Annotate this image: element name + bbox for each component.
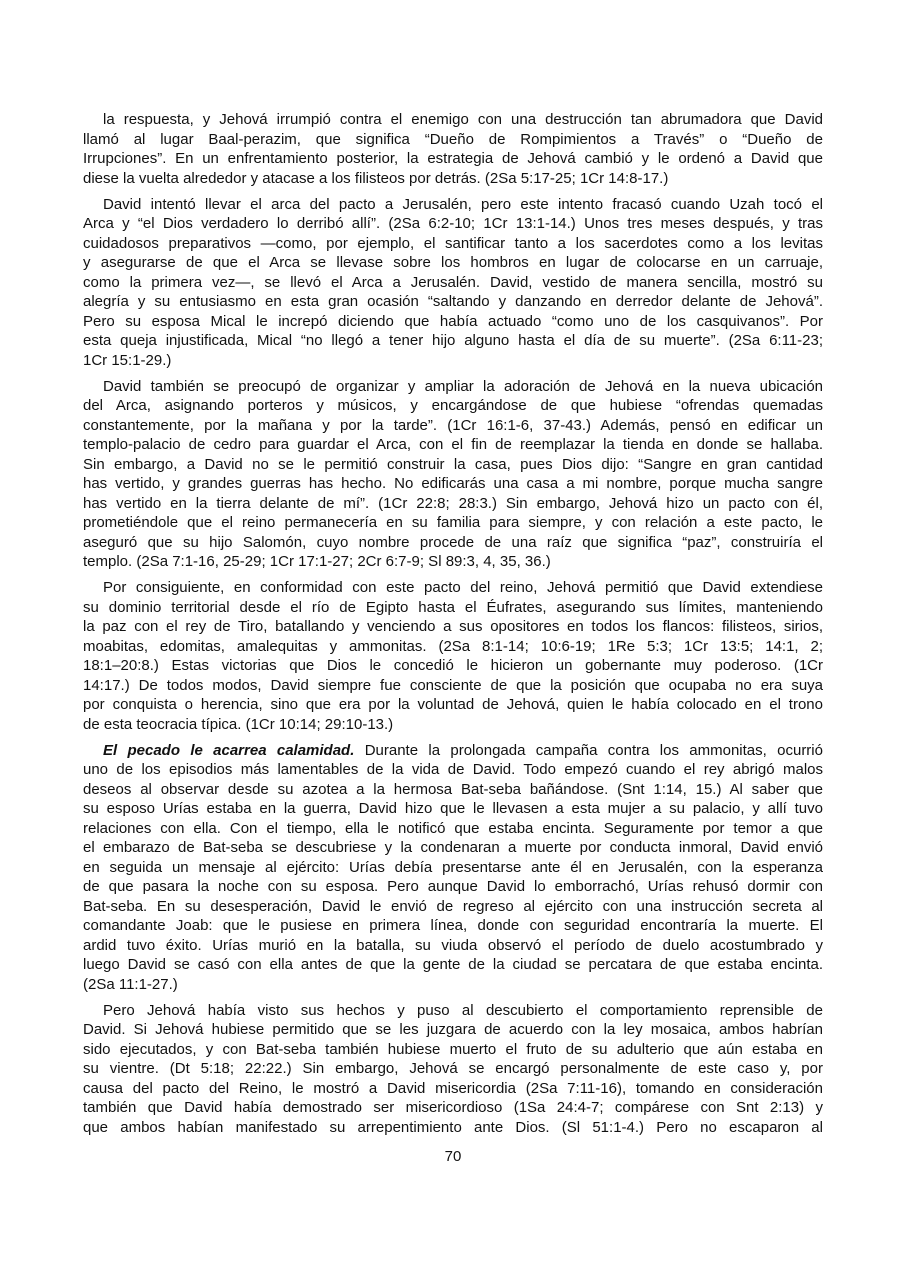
paragraph <box>83 741 823 995</box>
text-line: prometiéndole que el reino permanecería en su familia para siempre, y con relación a este pacto, le <box>83 514 823 531</box>
paragraph <box>83 195 823 371</box>
text-line: 14:17.) De todos modos, David siempre fue consciente de que la posición que ocupaba no era suya <box>83 676 823 694</box>
text-line: su dominio territorial desde el río de Egipto hasta el Éufrates, asegurando sus límites, manteniendo <box>83 598 823 616</box>
text-line: diese la vuelta alrededor y atacase a los filisteos por detrás. (2Sa 5:17-25; 1Cr 14:8-17.) <box>83 169 669 187</box>
text-line: la respuesta, y Jehová irrumpió contra el enemigo con una destrucción tan abrumadora que David <box>103 111 823 128</box>
text-line: de esta teocracia típica. (1Cr 10:14; 29:10-13.) <box>83 715 394 733</box>
text-line: David intentó llevar el arca del pacto a Jerusalén, pero este intento fracasó cuando Uzah tocó el <box>103 195 823 213</box>
text-line: sido ejecutados, y con Bat-seba también hubiese muerto el fruto de su adulterio que aún estaba en <box>83 1040 823 1058</box>
text-line: como la primera vez—, se llevó el Arca a Jerusalén. David, vestido de manera sencilla, mostró su <box>83 273 823 291</box>
text-line: Pero su esposa Mical le increpó diciendo que había actuado “como uno de los casquivanos”. Por <box>83 312 823 330</box>
text-line: Arca y “el Dios verdadero lo derribó allí”. (2Sa 6:2-10; 1Cr 13:1-14.) Unos tres meses después, y tras <box>83 215 823 232</box>
text-line: su vientre. (Dt 5:18; 22:22.) Sin embargo, Jehová se encargó personalmente de este caso y, por <box>83 1060 823 1077</box>
text-line: (2Sa 11:1-27.) <box>83 975 178 993</box>
text-line: has vertido en la tierra delante de mí”. (1Cr 22:8; 28:3.) Sin embargo, Jehová hizo un pacto con él, <box>83 494 823 512</box>
text-line: por conquista o herencia, sino que era por la voluntad de Jehová, quien le había colocado en el trono <box>83 696 823 713</box>
page-number: 70 <box>444 1148 462 1165</box>
text-line: relaciones con ella. Con el tiempo, ella le notificó que estaba encinta. Seguramente por temor a que <box>83 819 823 837</box>
text-line: David. Si Jehová hubiese permitido que se les juzgara de acuerdo con la ley mosaica, ambos habrían <box>83 1021 823 1038</box>
text-line: cuidadosos preparativos —como, por ejemplo, el santificar tanto a los sacerdotes como a los levitas <box>83 234 823 252</box>
text-line: el embarazo de Bat-seba se descubriese y la condenaran a muerte por conducta inmoral, David envió <box>83 839 823 856</box>
text-line: alegría y su entusiasmo en esta gran ocasión “saltando y danzando en derredor delante de Jehová”. <box>83 293 823 310</box>
text-line: causa del pacto del Reino, le mostró a David misericordia (2Sa 7:11-16), tomando en consideración <box>83 1079 823 1097</box>
text-line: 1Cr 15:1-29.) <box>83 351 172 369</box>
paragraph <box>83 578 823 734</box>
text-line: en seguida un mensaje al ejército: Urías debía presentarse ante él en Jerusalén, con la esperanza <box>83 858 823 876</box>
text-line: deseos al observar desde su azotea a la hermosa Bat-seba bañándose. (Snt 1:14, 15.) Al saber que <box>83 780 823 798</box>
text-line: uno de los episodios más lamentables de la vida de David. Todo empezó cuando el rey abrigó malos <box>83 761 823 778</box>
text-line: esta queja injustificada, Mical “no llegó a tener hijo alguno hasta el día de su muerte”. (2Sa 6:11-23; <box>83 332 823 349</box>
text-line: ardid tuvo éxito. Urías murió en la batalla, su viuda observó el período de duelo acostumbrado y <box>83 936 823 954</box>
text-line: luego David se casó con ella antes de que la gente de la ciudad se percatara de que estaba encinta. <box>83 956 823 973</box>
section-heading: El pecado le acarrea calamidad. <box>103 741 355 759</box>
text-line: y asegurarse de que el Arca se llevase sobre los hombros en lugar de colocarse en un carruaje, <box>83 254 823 271</box>
text-line: constantemente, por la mañana y por la tarde”. (1Cr 16:1-6, 37-43.) Además, pensó en edificar un <box>83 416 823 434</box>
text-line: de que pasara la noche con su esposa. Pero aunque David lo emborrachó, Urías rehusó dormir con <box>83 878 823 895</box>
text-line: llamó al lugar Baal-perazim, que significa “Dueño de Rompimientos a Través” o “Dueño de <box>83 130 823 148</box>
text-line: has vertido, y grandes guerras has hecho. No edificarás una casa a mi nombre, porque mucha sangre <box>83 475 823 492</box>
paragraph <box>83 1001 823 1138</box>
paragraph <box>83 110 823 188</box>
heading-run-in-text: Durante la prolongada campaña contra los ammonitas, ocurrió <box>354 741 823 759</box>
text-line: su esposo Urías estaba en la guerra, David hizo que le llevasen a esta mujer a su palacio, y allí tuvo <box>83 800 823 817</box>
text-line <box>83 741 823 761</box>
text-line: Por consiguiente, en conformidad con este pacto del reino, Jehová permitió que David extendiese <box>103 579 823 596</box>
text-line: David también se preocupó de organizar y ampliar la adoración de Jehová en la nueva ubicación <box>103 377 823 395</box>
text-line: también que David había demostrado ser misericordioso (1Sa 24:4-7; compárese con Snt 2:13) y <box>83 1099 823 1116</box>
text-line: templo-palacio de cedro para guardar el Arca, con el fin de reemplazar la tienda en donde se hallaba. <box>83 436 823 453</box>
text-line: del Arca, asignando porteros y músicos, y encargándose de que hubiese “ofrendas quemadas <box>83 397 823 414</box>
text-line: 18:1–20:8.) Estas victorias que Dios le concedió le hicieron un gobernante muy poderoso. (1Cr <box>83 657 823 674</box>
paragraph <box>83 377 823 572</box>
text-line: Bat-seba. En su desesperación, David le envió de regreso al ejército con una instrucción secreta al <box>83 897 823 915</box>
text-line: Sin embargo, a David no se le permitió construir la casa, pues Dios dijo: “Sangre en gran cantidad <box>83 455 823 473</box>
text-line: templo. (2Sa 7:1-16, 25-29; 1Cr 17:1-27; 2Cr 6:7-9; Sl 89:3, 4, 35, 36.) <box>83 553 551 570</box>
text-line: aseguró que su hijo Salomón, cuyo nombre procede de una raíz que significa “paz”, construiría el <box>83 533 823 551</box>
text-line: Irrupciones”. En un enfrentamiento posterior, la estrategia de Jehová cambió y le ordenó a David que <box>83 150 823 167</box>
text-line: Pero Jehová había visto sus hechos y puso al descubierto el comportamiento reprensible de <box>103 1001 823 1019</box>
document-body <box>83 110 823 1144</box>
text-line: la paz con el rey de Tiro, batallando y venciendo a sus opositores en todos los flancos: filisteos, sirios, <box>83 618 823 635</box>
text-line: moabitas, edomitas, amalequitas y ammonitas. (2Sa 8:1-14; 10:6-19; 1Re 5:3; 1Cr 13:5; 14:1, 2; <box>83 637 823 655</box>
text-line: comandante Joab: que le pusiese en primera línea, donde con seguridad encontraría la muerte. El <box>83 917 823 934</box>
text-line: que ambos habían manifestado su arrepentimiento ante Dios. (Sl 51:1-4.) Pero no escaparon al <box>83 1118 823 1136</box>
